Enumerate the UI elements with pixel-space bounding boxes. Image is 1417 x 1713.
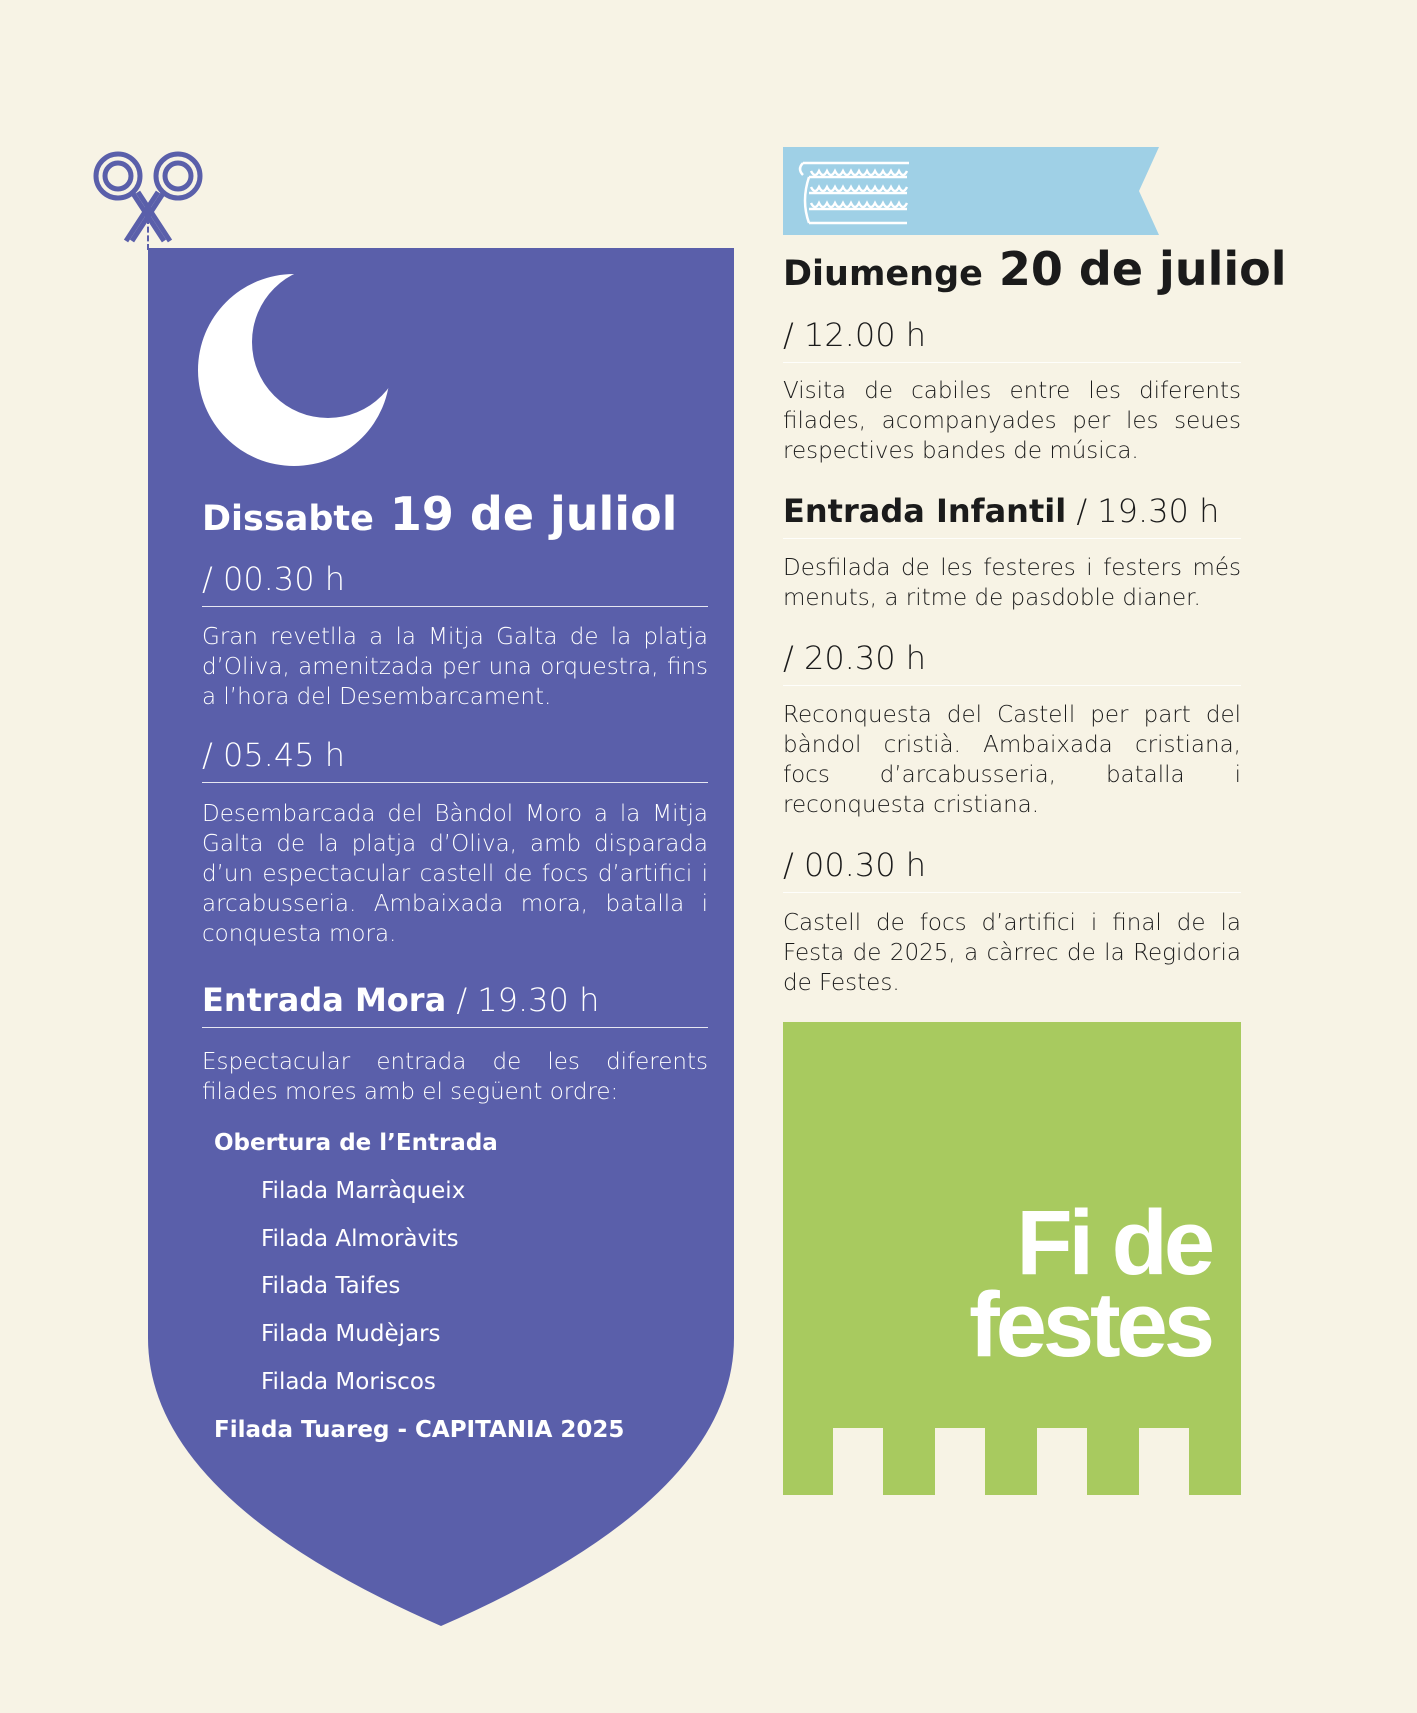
- event-description: Gran revetlla a la Mitja Galta de la platja d’Oliva, amenitzada per una orquestra, fins a l’hora del Desembarcament.: [202, 624, 708, 710]
- list-item: Filada Tuareg - CAPITANIA 2025: [214, 1417, 625, 1443]
- event-description: Desembarcada del Bàndol Moro a la Mitja Galta de la platja d’Oliva, amb disparada d’un espectacular castell de focs d’artifici i arcabusseria. Ambaixada mora, batalla i conquesta mora.: [202, 801, 708, 947]
- end-of-festival-box: [783, 1022, 1241, 1495]
- sunday-heading: [783, 242, 1287, 296]
- cut-line: [147, 218, 151, 250]
- event-description: Reconquesta del Castell per part del bàndol cristià. Ambaixada cristiana, focs d’arcabusseria, batalla i reconquesta cristiana.: [783, 702, 1241, 818]
- event-description: Espectacular entrada de les diferents filades mores amb el següent ordre:: [202, 1049, 708, 1105]
- list-item: Filada Almoràvits: [261, 1226, 459, 1252]
- event-time: / 00.30 h: [783, 846, 1241, 893]
- event-time: / 12.00 h: [783, 316, 1241, 363]
- end-title: Fi de festes: [969, 1192, 1211, 1376]
- saturday-heading: [202, 487, 708, 541]
- date: 20 de juliol: [998, 242, 1287, 296]
- battlement-notch: [1037, 1428, 1087, 1495]
- list-item: Filada Taifes: [261, 1273, 401, 1299]
- moon-icon: [198, 270, 394, 466]
- weekday: Dissabte: [202, 499, 374, 539]
- battlement-notch: [935, 1428, 985, 1495]
- list-item: Filada Mudèjars: [261, 1321, 441, 1347]
- event-time: / 20.30 h: [783, 639, 1241, 686]
- event-title: Entrada Infantil: [783, 492, 1067, 530]
- event-description: Castell de focs d’artifici i final de la Festa de 2025, a càrrec de la Regidoria de Festes.: [783, 910, 1241, 996]
- event-time: Entrada Mora / 19.30 h: [202, 981, 708, 1028]
- event-title: Entrada Mora: [202, 981, 447, 1019]
- event-time: / 05.45 h: [202, 736, 708, 783]
- event-time: / 00.30 h: [202, 560, 708, 607]
- battlement-notch: [1139, 1428, 1189, 1495]
- event-description: Visita de cabiles entre les diferents filades, acompanyades per les seues respectives bandes de música.: [783, 378, 1241, 464]
- list-item: Obertura de l’Entrada: [214, 1130, 498, 1156]
- event-time: Entrada Infantil / 19.30 h: [783, 492, 1241, 539]
- battlement-notch: [833, 1428, 883, 1495]
- weekday: Diumenge: [783, 254, 983, 294]
- list-item: Filada Moriscos: [261, 1369, 436, 1395]
- date: 19 de juliol: [389, 487, 678, 541]
- knitting-ribbon: [783, 147, 1159, 235]
- list-item: Filada Marràqueix: [261, 1178, 466, 1204]
- event-description: Desfilada de les festeres i festers més menuts, a ritme de pasdoble dianer.: [783, 555, 1241, 611]
